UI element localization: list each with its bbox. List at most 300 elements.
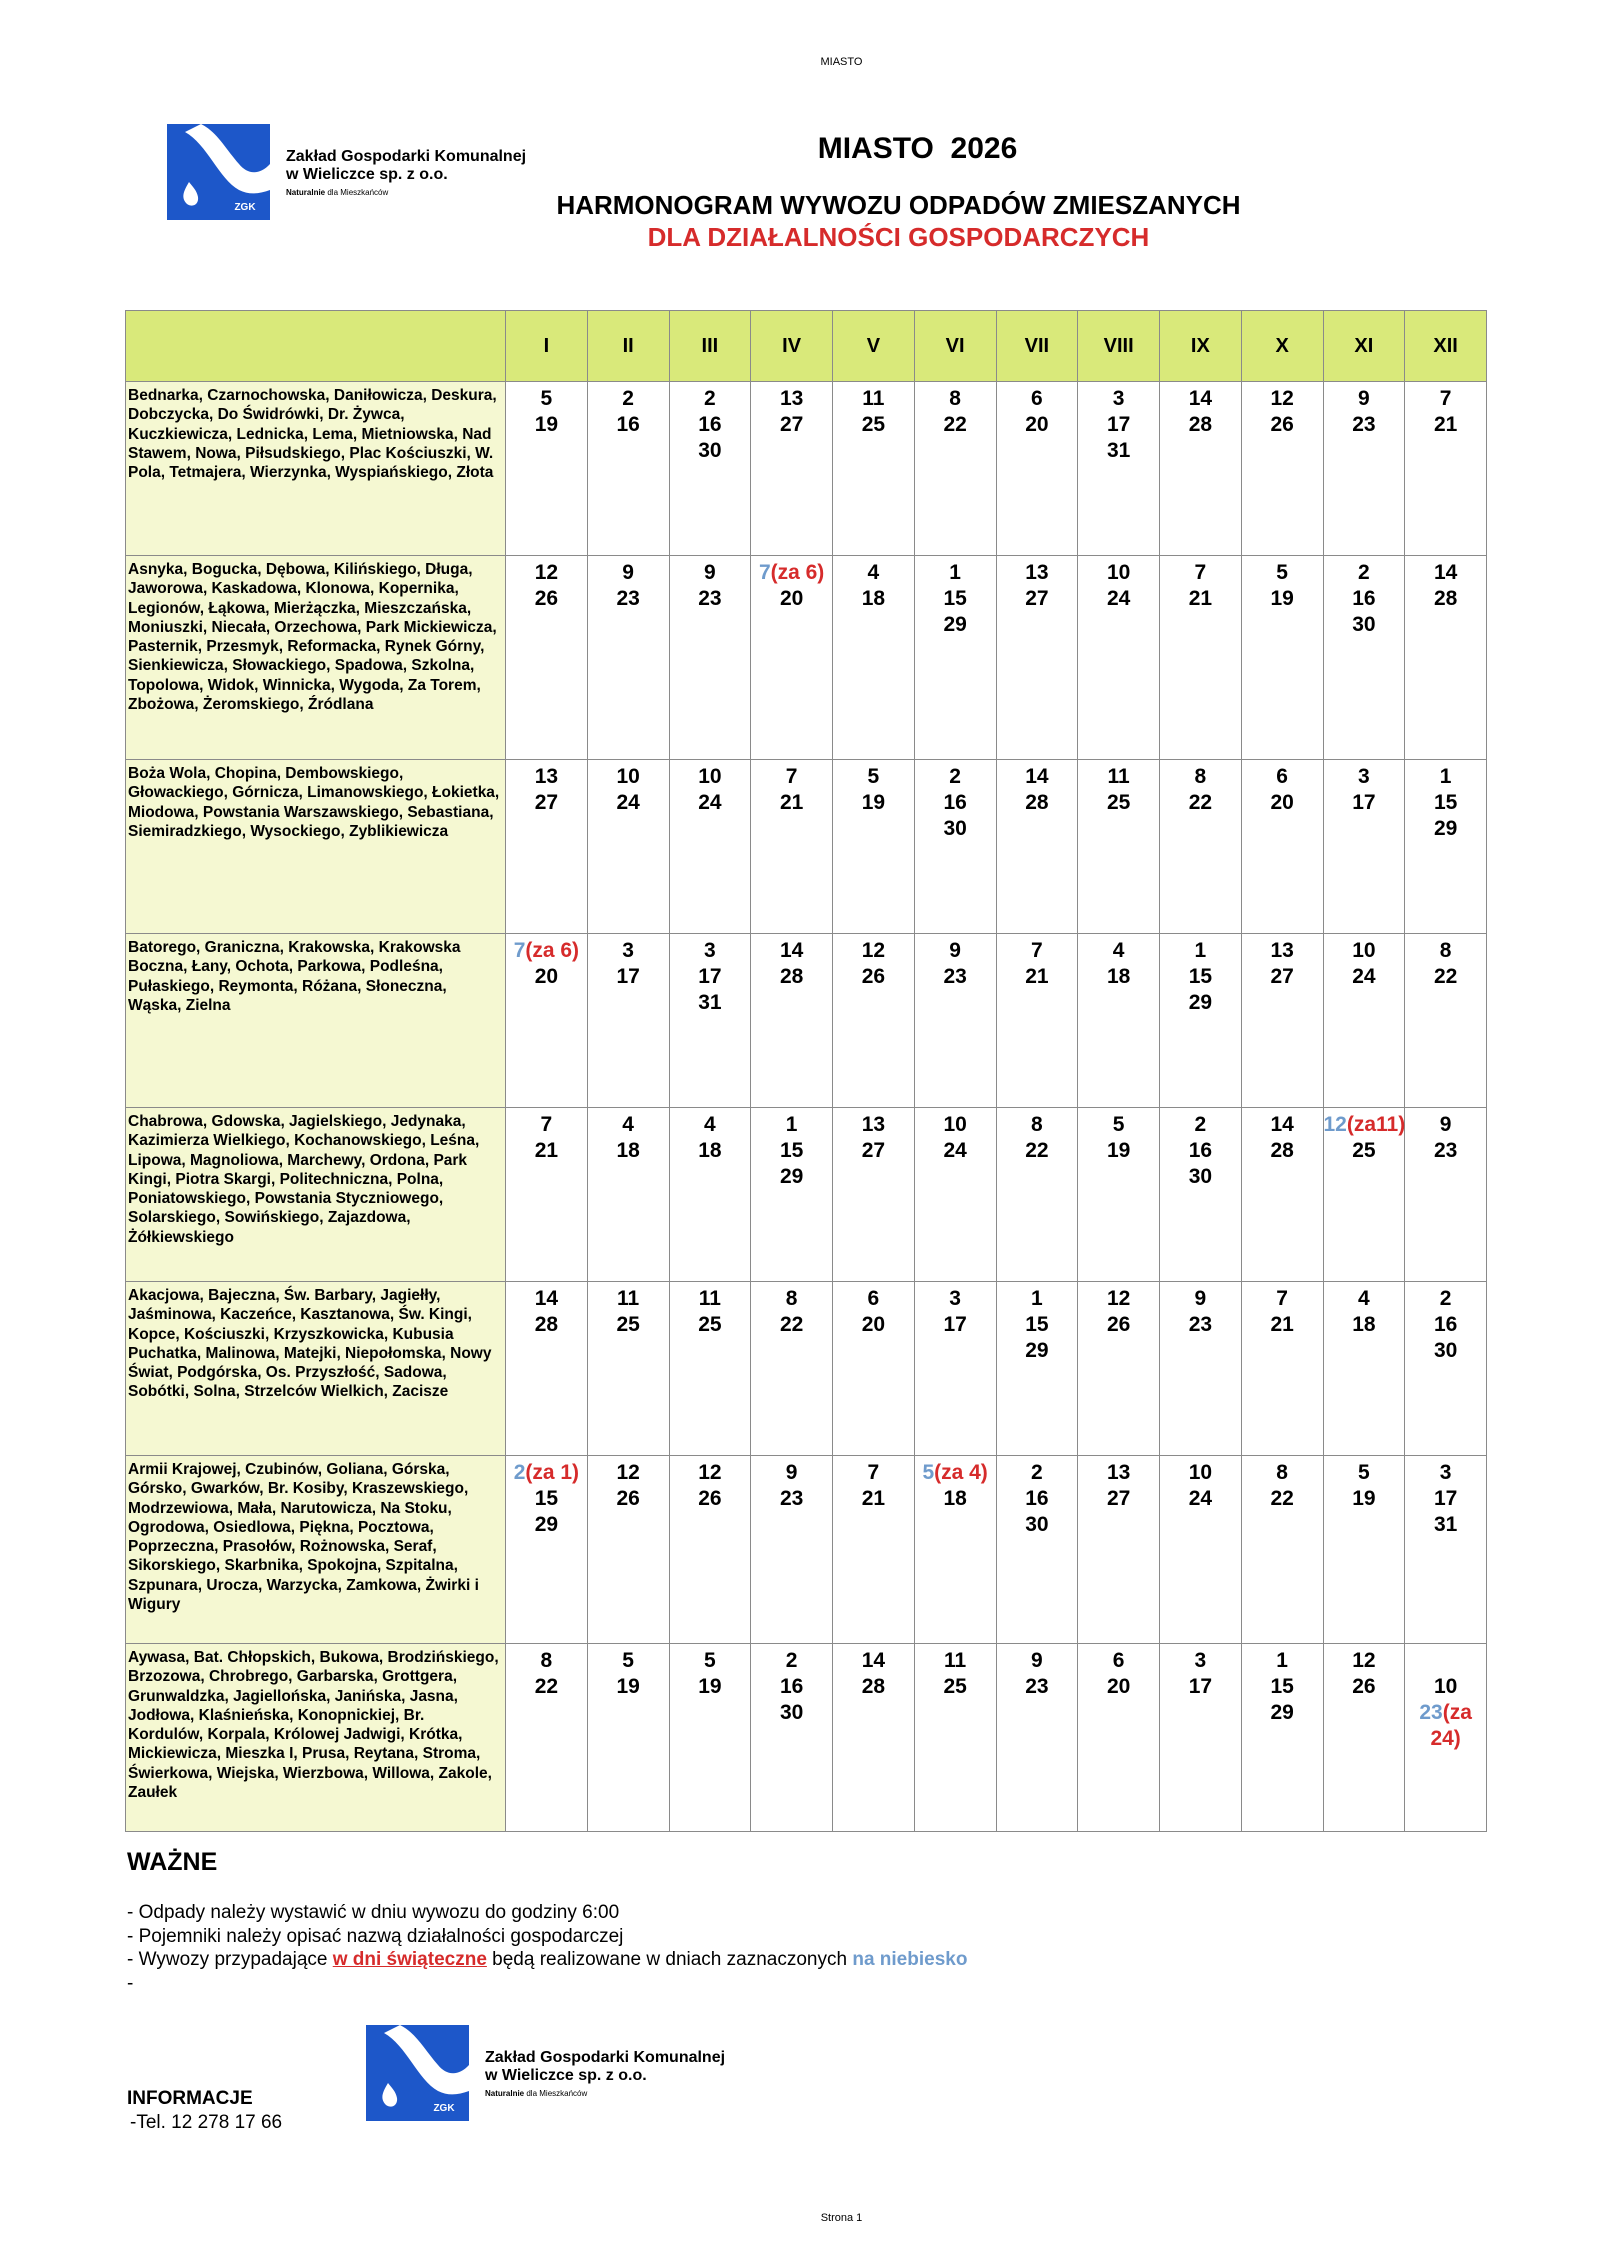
day-number: 12 [1106,1287,1131,1310]
day-entry [997,938,1078,964]
day-entry [1324,764,1405,790]
day-cell [669,1644,751,1832]
day-cell [996,1282,1078,1456]
day-entry [588,1486,669,1512]
day-entry [1078,964,1159,990]
day-cell [1323,1644,1405,1832]
schedule-subtitle-red: DLA DZIAŁALNOŚCI GOSPODARCZYCH [647,222,1150,252]
day-number: 16 [1352,587,1376,610]
holiday-note: (za 6) [770,561,825,584]
day-cell [1405,934,1487,1108]
day-cell [914,1282,996,1456]
day-cell [1160,1108,1242,1282]
day-entry [1078,764,1159,790]
day-number: 4 [622,1113,634,1136]
day-number: 15 [943,587,967,610]
day-number: 10 [1352,939,1376,962]
day-entry [588,938,669,964]
day-cell [751,382,833,556]
day-cell [914,1456,996,1644]
street-list: Armii Krajowej, Czubinów, Goliana, Górska, Górsko, Gwarków, Br. Kosiby, Kraszewskiego, Modrzewiowa, Mała, Narutowicza, Na Stoku, Ogrodowa, Osiedlowa, Piękna, Pocztowa, Poprzeczna, Prasołów, Rożnowska, Seraf, Sikorskiego, Skarbnika, Spokojna, Szpitalna, Szpunara, Urocza, Warzycka, Zamkowa, Żwirki i Wigury [126,1456,506,1644]
day-entry [1160,586,1241,612]
day-number: 14 [534,1287,559,1310]
day-entry [1078,412,1159,438]
day-number: 1 [1194,939,1207,962]
day-entry [833,586,914,612]
page-title: MIASTO 2026 [817,132,1018,165]
month-header: VIII [1078,311,1160,382]
day-number: 15 [1025,1313,1049,1336]
day-number: 12 [1352,1649,1376,1672]
day-entry [1324,612,1405,638]
day-cell [587,556,669,760]
day-number: 3 [1194,1649,1207,1672]
day-cell [506,1456,588,1644]
logo-name-line2-bottom: w Wieliczce sp. z o.o. [485,2066,647,2084]
day-cell [669,382,751,556]
day-cell [1160,1282,1242,1456]
day-number: 7 [758,561,771,584]
day-entry [1160,790,1241,816]
day-number: 28 [1270,1139,1294,1162]
day-number: 29 [1270,1701,1294,1724]
day-entry [670,1112,751,1138]
day-number: 19 [1270,587,1294,610]
table-row [126,1644,1487,1832]
day-number: 28 [1433,587,1458,610]
day-cell [1160,1644,1242,1832]
day-number: 31 [1106,439,1131,462]
day-number: 7 [785,765,798,788]
day-cell [1323,1282,1405,1456]
day-cell [1241,1108,1323,1282]
day-entry [1324,1312,1405,1338]
day-number: 16 [1433,1313,1458,1336]
day-number: 7 [1439,387,1452,410]
schedule-subtitle: HARMONOGRAM WYWOZU ODPADÓW ZMIESZANYCH [556,190,1241,220]
day-number: 15 [1433,791,1458,814]
day-number: 5 [540,387,553,410]
day-number: 21 [1433,413,1458,436]
day-entry [506,1112,587,1138]
day-number: 11 [862,387,885,410]
day-number: 22 [1025,1139,1049,1162]
day-number: 17 [1352,791,1376,814]
day-cell [587,1108,669,1282]
day-entry [833,1674,914,1700]
day-entry [588,1286,669,1312]
day-cell [1078,1282,1160,1456]
day-entry [1242,1286,1323,1312]
day-number: 1 [1439,765,1452,788]
day-entry [506,560,587,586]
day-entry [915,412,996,438]
street-list: Asnyka, Bogucka, Dębowa, Kilińskiego, Długa, Jaworowa, Kaskadowa, Klonowa, Kopernika, Legionów, Łąkowa, Mierżączka, Mieszczańska, Moniuszki, Niecała, Orzechowa, Park Mickiewicza, Pasternik, Przesmyk, Reformacka, Rynek Górny, Sienkiewicza, Słowackiego, Spadowa, Szkolna, Topolowa, Widok, Winnicka, Wygoda, Za Torem, Zbożowa, Żeromskiego, Źródlana [126,556,506,760]
day-entry [670,1648,751,1674]
day-number: 25 [698,1313,722,1336]
month-header: III [669,311,751,382]
day-number: 2 [785,1649,798,1672]
day-entry [506,1486,587,1512]
day-entry [1405,1674,1486,1700]
day-number: 24 [1188,1487,1213,1510]
day-entry [751,386,832,412]
street-list: Batorego, Graniczna, Krakowska, Krakowska Boczna, Łany, Ochota, Parkowa, Podleśna, Pułaskiego, Reymonta, Różana, Słoneczna, Wąska, Zielna [126,934,506,1108]
day-cell [1323,556,1405,760]
day-number: 4 [867,561,880,584]
day-number: 29 [1433,817,1458,840]
day-number: 21 [1025,965,1049,988]
day-number: 10 [1106,561,1131,584]
day-entry [1160,964,1241,990]
note-line-1: - Odpady należy wystawić w dniu wywozu do godziny 6:00 [127,1902,620,1923]
day-number: 7 [867,1461,880,1484]
day-cell [914,760,996,934]
day-entry [670,1460,751,1486]
day-cell [1078,760,1160,934]
day-number: 3 [1112,387,1125,410]
street-list: Chabrowa, Gdowska, Jagielskiego, Jedynaka, Kazimierza Wielkiego, Kochanowskiego, Leśna, Lipowa, Magnoliowa, Marchewy, Ordona, Park Kingi, Piotra Skargi, Politechniczna, Polna, Poniatowskiego, Powstania Styczniowego, Solarskiego, Sowińskiego, Zajazdowa, Żółkiewskiego [126,1108,506,1282]
day-entry [670,412,751,438]
day-entry [1242,1138,1323,1164]
day-entry [997,1460,1078,1486]
day-cell [587,934,669,1108]
day-cell [1241,1644,1323,1832]
day-entry [1160,1312,1241,1338]
day-number: 16 [1188,1139,1213,1162]
day-number: 8 [785,1287,798,1310]
day-entry [833,964,914,990]
day-entry [915,1286,996,1312]
day-cell [1241,760,1323,934]
day-entry [1078,1312,1159,1338]
day-number: 23 [1419,1701,1443,1724]
logo-tagline: Naturalnie dla Mieszkańców [286,187,389,197]
day-cell [833,382,915,556]
logo-badge-text-bottom: ZGK [433,2103,455,2114]
day-entry [1160,1286,1241,1312]
street-list: Aywasa, Bat. Chłopskich, Bukowa, Brodzińskiego, Brzozowa, Chrobrego, Garbarska, Grottgera, Grunwaldzka, Jagiellońska, Janińska, Jasna, Jodłowa, Klaśnieńska, Konopnickiej, Br. Kordulów, Korpala, Królowej Jadwigi, Krótka, Mickiewicza, Mieszka I, Prusa, Reytana, Stroma, Świerkowa, Wiejska, Wierzbowa, Willowa, Zakole, Zaułek [126,1644,506,1832]
day-entry [751,1648,832,1674]
day-cell [751,934,833,1108]
day-number: 22 [534,1675,559,1698]
day-entry [997,1486,1078,1512]
day-number: 8 [1276,1461,1288,1484]
day-entry [997,1286,1078,1312]
day-cell [1241,382,1323,556]
day-entry [1160,1138,1241,1164]
day-number: 31 [698,991,722,1014]
day-cell [833,1456,915,1644]
day-number: 11 [1107,765,1130,788]
day-cell [1078,1108,1160,1282]
day-number: 20 [1106,1675,1131,1698]
day-number: 20 [861,1313,886,1336]
day-entry [588,1460,669,1486]
day-entry [751,412,832,438]
day-number: 14 [1188,387,1213,410]
day-entry [670,938,751,964]
month-header: V [833,311,915,382]
day-number: 15 [1188,965,1213,988]
day-entry [1242,1648,1323,1674]
day-entry [1078,560,1159,586]
day-entry [1160,1112,1241,1138]
day-cell [669,934,751,1108]
day-cell [833,760,915,934]
day-number: 15 [1270,1675,1294,1698]
day-number: 19 [698,1675,722,1698]
day-number: 19 [616,1675,640,1698]
day-entry [1324,790,1405,816]
street-list: Akacjowa, Bajeczna, Św. Barbary, Jagiełły, Jaśminowa, Kaczeńce, Kasztanowa, Św. Kingi, Kopce, Kościuszki, Krzyszkowicka, Kubusia Puchatka, Malinowa, Matejki, Niepołomska, Nowy Świat, Podgórska, Os. Przyszłość, Sadowa, Sobótki, Solna, Strzelców Wielkich, Zacisze [126,1282,506,1456]
day-entry [915,586,996,612]
table-row [126,1456,1487,1644]
day-number: 27 [1025,587,1049,610]
streets-header [126,311,506,382]
day-number: 6 [1112,1649,1125,1672]
page-header: MIASTO [820,56,863,68]
day-entry [1078,1486,1159,1512]
day-entry [670,990,751,1016]
day-entry [506,586,587,612]
day-entry [1242,964,1323,990]
day-entry [588,1138,669,1164]
day-number: 23 [779,1487,804,1510]
day-entry [506,964,587,990]
day-entry [1405,790,1486,816]
day-number: 12 [1270,387,1294,410]
day-number: 6 [1031,387,1043,410]
month-header: X [1241,311,1323,382]
logo-name-line1: Zakład Gospodarki Komunalnej [286,147,527,165]
day-entry [915,1486,996,1512]
day-entry [506,1674,587,1700]
day-entry [997,412,1078,438]
day-entry [506,1460,587,1486]
day-number: 9 [1358,387,1370,410]
day-cell [506,1108,588,1282]
important-notes [127,1901,967,1995]
day-number: 23 [616,587,640,610]
table-row [126,760,1487,934]
day-entry [915,1312,996,1338]
day-number: 11 [617,1287,640,1310]
holiday-note: (za 24) [1430,1701,1472,1750]
month-header: XII [1405,311,1487,382]
day-entry [506,1512,587,1538]
day-number: 8 [540,1649,553,1672]
day-number: 20 [1025,413,1049,436]
day-cell [833,1644,915,1832]
day-cell [1078,382,1160,556]
day-number: 30 [779,1701,804,1724]
month-header: I [506,311,588,382]
day-number: 14 [1025,765,1049,788]
day-number: 9 [1031,1649,1043,1672]
day-entry [833,412,914,438]
holiday-note: (za 1) [525,1461,580,1484]
day-number: 8 [1194,765,1207,788]
day-cell [669,1456,751,1644]
day-entry [1160,1486,1241,1512]
day-cell [506,760,588,934]
day-number: 29 [1025,1339,1049,1362]
day-cell [1078,1644,1160,1832]
day-number: 21 [861,1487,886,1510]
day-entry [833,1486,914,1512]
company-logo-bottom [366,2025,725,2121]
day-number: 26 [1106,1313,1131,1336]
day-number: 17 [698,965,722,988]
note-line-4: - [127,1972,134,1994]
day-number: 23 [1352,413,1376,436]
day-entry [1405,560,1486,586]
day-entry [1078,1460,1159,1486]
day-cell [506,1282,588,1456]
day-number: 18 [616,1139,640,1162]
day-number: 24 [943,1139,967,1162]
day-number: 18 [943,1487,967,1510]
day-entry [1242,790,1323,816]
day-cell [751,760,833,934]
holiday-note: (za 6) [525,939,580,962]
day-number: 19 [861,791,886,814]
page-footer: Strona 1 [820,2212,863,2224]
day-cell [669,1282,751,1456]
day-cell [833,934,915,1108]
day-number: 31 [1433,1513,1458,1536]
day-number: 26 [1270,413,1294,436]
blue-text: na niebiesko [852,1949,968,1970]
day-entry [1405,1338,1486,1364]
day-number: 12 [698,1461,722,1484]
day-entry [915,560,996,586]
day-entry [506,1286,587,1312]
day-number: 3 [1358,765,1370,788]
day-cell [1405,556,1487,760]
day-entry [997,1138,1078,1164]
day-number: 12 [861,939,886,962]
note-line-3: - Wywozy przypadające w dni świąteczne będą realizowane w dniach zaznaczonych na niebiesko [127,1949,968,1970]
day-entry [833,790,914,816]
day-entry [1242,560,1323,586]
day-number: 8 [1031,1113,1043,1136]
day-number: 29 [943,613,967,636]
day-cell [506,934,588,1108]
day-number: 18 [1106,965,1131,988]
day-number: 22 [1270,1487,1294,1510]
day-cell [996,1644,1078,1832]
day-number: 29 [534,1513,559,1536]
day-number: 28 [534,1313,559,1336]
day-entry [915,1648,996,1674]
day-entry [1405,1312,1486,1338]
day-number: 20 [779,587,804,610]
day-entry [833,1138,914,1164]
day-number: 8 [1439,939,1452,962]
day-entry [915,790,996,816]
day-number: 16 [943,791,967,814]
day-entry [1405,1486,1486,1512]
day-number: 4 [1112,939,1125,962]
day-entry [751,964,832,990]
day-entry [997,386,1078,412]
day-number: 16 [1025,1487,1049,1510]
day-number: 17 [616,965,640,988]
table-row [126,1108,1487,1282]
day-entry [751,1112,832,1138]
day-cell [1323,382,1405,556]
day-entry [1242,1112,1323,1138]
day-cell [1241,1282,1323,1456]
day-entry [751,1138,832,1164]
day-number: 28 [779,965,804,988]
day-number: 3 [622,939,634,962]
logo-mark-bottom [366,2025,469,2121]
schedule-table [125,310,1487,1832]
day-entry [1242,386,1323,412]
day-entry [670,1286,751,1312]
note-line-2: - Pojemniki należy opisać nazwą działalności gospodarczej [127,1925,624,1947]
holiday-note: (za 4) [934,1461,988,1484]
day-entry [588,1112,669,1138]
day-entry [506,790,587,816]
day-entry [1242,412,1323,438]
day-entry [588,386,669,412]
day-number: 25 [1352,1139,1376,1162]
day-cell [1405,1108,1487,1282]
day-entry [1078,1286,1159,1312]
day-entry [670,386,751,412]
day-number: 24 [616,791,640,814]
day-number: 10 [616,765,640,788]
day-cell [587,1644,669,1832]
day-number: 14 [861,1649,886,1672]
day-entry [1078,1674,1159,1700]
day-number: 29 [1188,991,1213,1014]
day-entry [751,560,832,586]
day-entry [588,764,669,790]
day-number: 14 [1270,1113,1294,1136]
day-entry [915,1674,996,1700]
day-number: 5 [1112,1113,1125,1136]
day-cell [1323,760,1405,934]
day-number: 22 [1433,965,1458,988]
day-entry [833,764,914,790]
day-number: 10 [943,1113,967,1136]
day-entry [1160,990,1241,1016]
day-number: 29 [779,1165,804,1188]
day-number: 2 [1031,1461,1043,1484]
day-cell [1323,1108,1405,1282]
day-number: 2 [704,387,716,410]
day-number: 19 [534,413,559,436]
logo-badge-text: ZGK [234,202,256,213]
day-entry [670,1674,751,1700]
day-number: 6 [867,1287,880,1310]
day-number: 12 [616,1461,640,1484]
day-number: 21 [1270,1313,1294,1336]
day-entry [751,790,832,816]
day-cell [833,1282,915,1456]
day-number: 25 [943,1675,967,1698]
day-entry [833,560,914,586]
day-number: 13 [1270,939,1294,962]
day-number: 27 [861,1139,886,1162]
day-number: 26 [616,1487,640,1510]
day-number: 14 [1433,561,1458,584]
